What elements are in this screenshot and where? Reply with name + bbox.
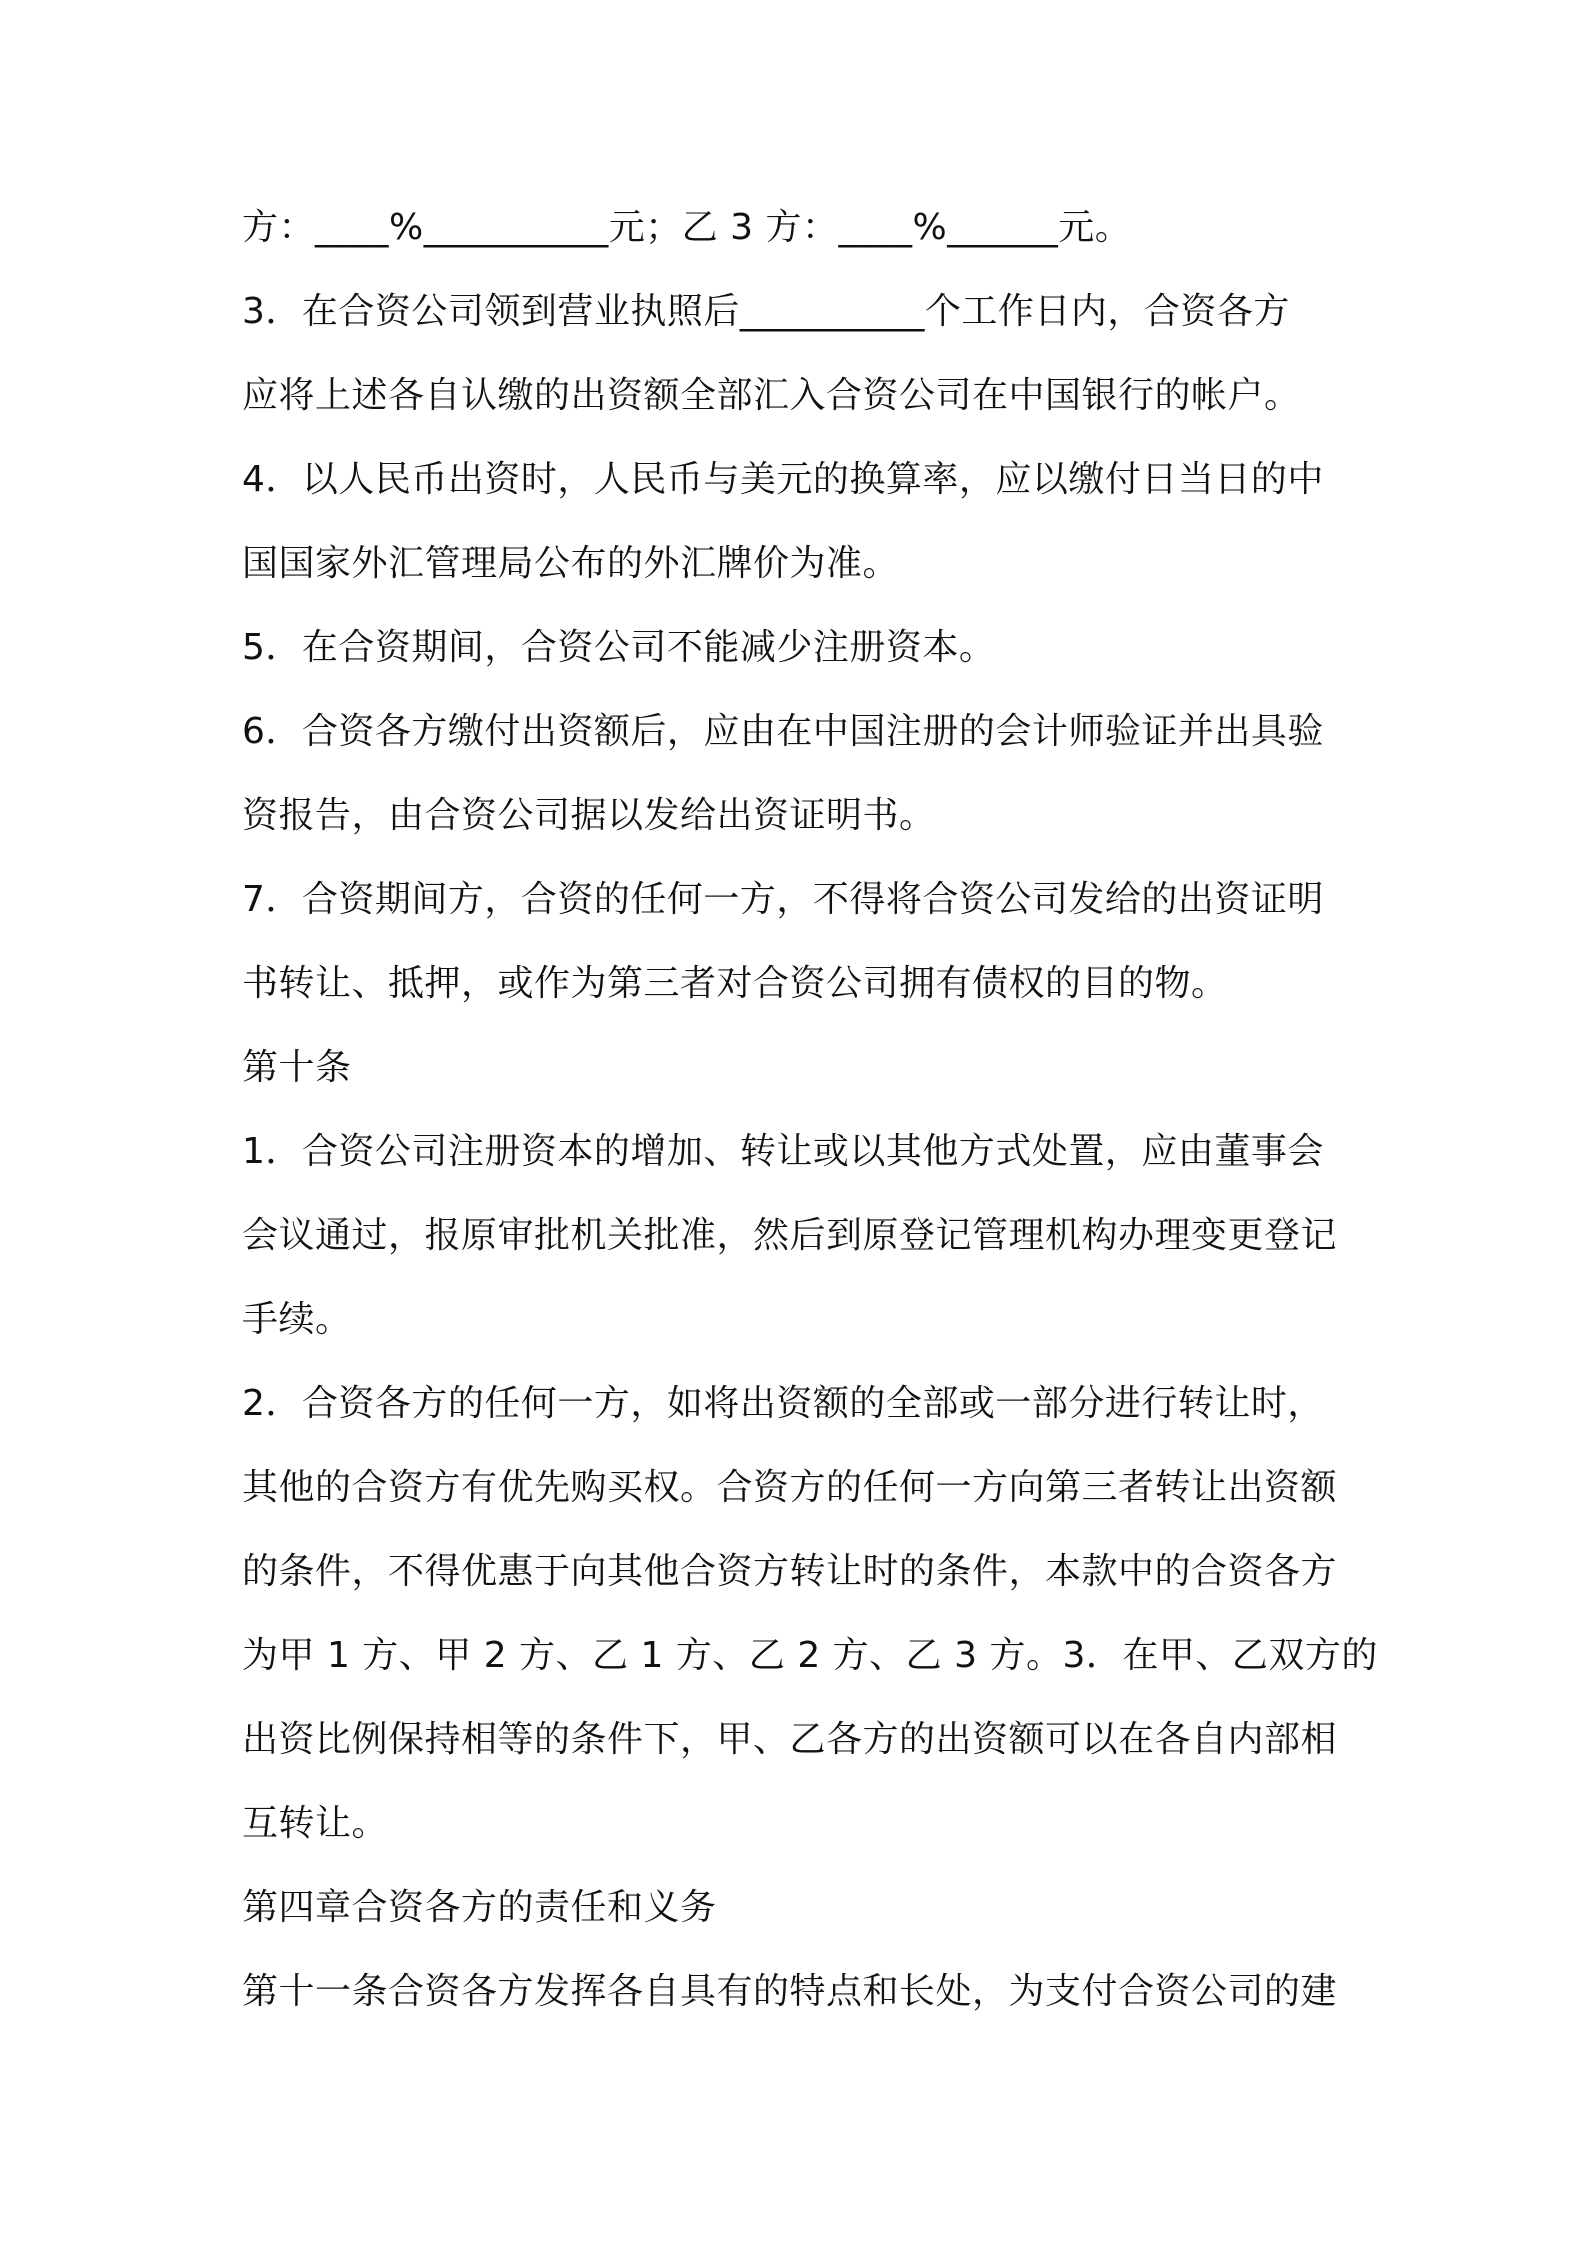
text-line: 应将上述各自认缴的出资额全部汇入合资公司在中国银行的帐户。 [242,375,1301,416]
text-line: 第十一条合资各方发挥各自具有的特点和长处，为支付合资公司的建 [242,1971,1338,2012]
text-line: 国国家外汇管理局公布的外汇牌价为准。 [242,543,900,584]
text-line: 互转让。 [242,1803,389,1844]
text-line: 书转让、抵押，或作为第三者对合资公司拥有债权的目的物。 [242,963,1228,1004]
section-heading: 第十条 [242,1047,352,1088]
chapter-heading: 第四章合资各方的责任和义务 [242,1887,717,1928]
text-line: 2．合资各方的任何一方，如将出资额的全部或一部分进行转让时， [242,1383,1324,1424]
text-line: 会议通过，报原审批机关批准，然后到原登记管理机构办理变更登记 [242,1215,1338,1256]
text-line: 为甲 1 方、甲 2 方、乙 1 方、乙 2 方、乙 3 方。3．在甲、乙双方的 [242,1635,1378,1676]
text-line: 6．合资各方缴付出资额后，应由在中国注册的会计师验证并出具验 [242,711,1324,752]
text-line: 其他的合资方有优先购买权。合资方的任何一方向第三者转让出资额 [242,1467,1338,1508]
text-line: 资报告，由合资公司据以发给出资证明书。 [242,795,936,836]
text-line: 手续。 [242,1299,352,1340]
text-line: 的条件，不得优惠于向其他合资方转让时的条件，本款中的合资各方 [242,1551,1338,1592]
text-line: 4．以人民币出资时，人民币与美元的换算率，应以缴付日当日的中 [242,459,1324,500]
text-line: 1．合资公司注册资本的增加、转让或以其他方式处置，应由董事会 [242,1131,1324,1172]
text-line: 3．在合资公司领到营业执照后__________个工作日内，合资各方 [242,291,1290,332]
text-line: 5．在合资期间，合资公司不能减少注册资本。 [242,627,996,668]
text-line: 7．合资期间方，合资的任何一方，不得将合资公司发给的出资证明 [242,879,1324,920]
text-line: 方：____%__________元；乙 3 方：____%______元。 [242,207,1132,248]
text-line: 出资比例保持相等的条件下，甲、乙各方的出资额可以在各自内部相 [242,1719,1338,1760]
